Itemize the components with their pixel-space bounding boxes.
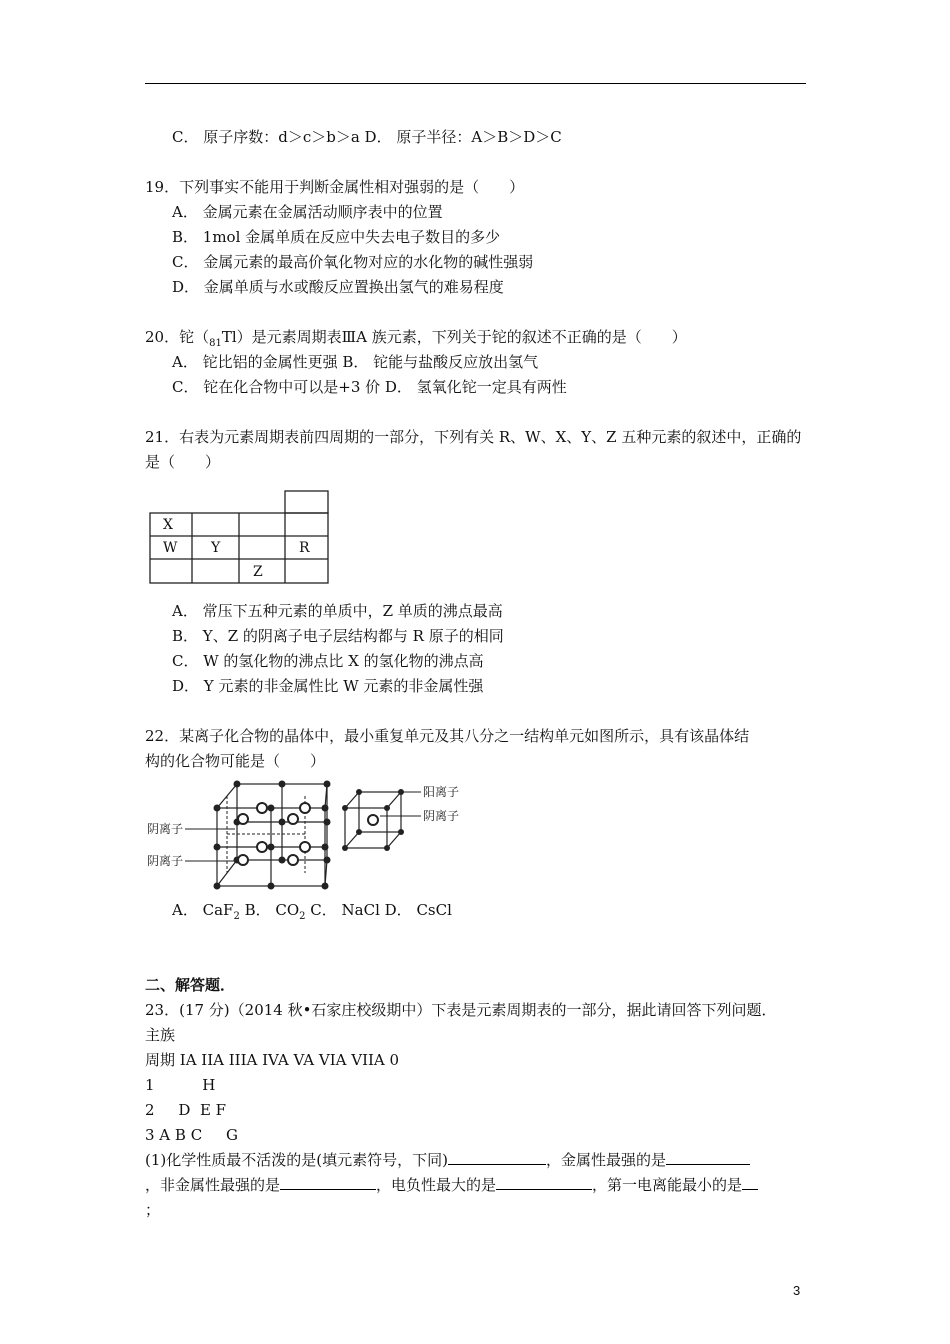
q23-row-3: 3 A B C G bbox=[145, 1126, 239, 1144]
page-number: 3 bbox=[793, 1283, 801, 1298]
q20-option-cd: C． 铊在化合物中可以是+3 价 D． 氢氧化铊一定具有两性 bbox=[172, 378, 567, 396]
q21-option-c: C． W 的氢化物的沸点比 X 的氢化物的沸点高 bbox=[172, 652, 484, 670]
answer-blank-4[interactable] bbox=[496, 1175, 592, 1190]
q22-options: A． CaF$_2$ B． $CO_2$ C． NaCl D． CsCl bbox=[172, 901, 452, 922]
q21-option-b: B． Y、Z 的阴离子电子层结构都与 R 原子的相同 bbox=[172, 627, 504, 645]
q21-option-d: D． Y 元素的非金属性比 W 元素的非金属性强 bbox=[172, 677, 484, 695]
q21-option-a: A． 常压下五种元素的单质中，Z 单质的沸点最高 bbox=[172, 602, 503, 620]
q20-stem: 20．铊$(_{81}Tl)$是元素周期表ⅢA 族元素，下列关于铊的叙述不正确的是（ ） bbox=[145, 328, 687, 349]
label-anion-bottom: 阴离子 bbox=[147, 854, 184, 868]
q19-option-d: D． 金属单质与水或酸反应置换出氢气的难易程度 bbox=[172, 278, 504, 296]
periodic-table-fragment bbox=[148, 489, 332, 587]
q21-stem-line1: 21．右表为元素周期表前四周期的一部分，下列有关 R、W、X、Y、Z 五种元素的叙述中，正确的 bbox=[145, 428, 802, 446]
answer-blank-3[interactable] bbox=[280, 1175, 376, 1190]
q20-option-ab: A． 铊比铝的金属性更强 B． 铊能与盐酸反应放出氢气 bbox=[172, 353, 539, 371]
section2-heading: 二、解答题． bbox=[145, 976, 236, 994]
answer-blank-1[interactable] bbox=[448, 1150, 546, 1165]
label-cation-right: 阳离子 bbox=[423, 785, 460, 799]
q23-stem: 23．(17 分)（2014 秋•石家庄校级期中）下表是元素周期表的一部分，据此请回答下列问题． bbox=[145, 1001, 777, 1019]
table-cell-r: R bbox=[299, 540, 310, 556]
q18-option-cd: C． 原子序数：d＞c＞b＞a D． 原子半径：A＞B＞D＞C bbox=[172, 128, 562, 146]
q22-stem-line2: 构的化合物可能是（ ） bbox=[145, 752, 326, 770]
q19-option-b: B． 1mol 金属单质在反应中失去电子数目的多少 bbox=[172, 228, 501, 246]
q23-row-zhuzu: 主族 bbox=[145, 1026, 176, 1044]
table-cell-x: X bbox=[163, 517, 173, 533]
label-anion-right: 阴离子 bbox=[423, 809, 460, 823]
q23-sub1-line2: ，非金属性最强的是 ，电负性最大的是 ，第一电离能最小的是 bbox=[145, 1175, 758, 1195]
q23-row-2: 2 D E F bbox=[145, 1101, 227, 1119]
q23-row-header: 周期 IA IIA IIIA IVA VA VIA VIIA 0 bbox=[145, 1051, 400, 1069]
table-cell-w: W bbox=[163, 540, 178, 556]
answer-blank-2[interactable] bbox=[666, 1150, 750, 1165]
q19-option-c: C． 金属元素的最高价氧化物对应的水化物的碱性强弱 bbox=[172, 253, 534, 271]
crystal-structure-figure bbox=[145, 778, 475, 890]
q23-sub1-line1: (1)化学性质最不活泼的是(填元素符号，下同) ，金属性最强的是 bbox=[145, 1150, 750, 1170]
q23-row-1: 1 H bbox=[145, 1076, 216, 1094]
answer-blank-5[interactable] bbox=[742, 1175, 758, 1190]
table-cell-y: Y bbox=[211, 540, 221, 556]
label-anion-top: 阴离子 bbox=[147, 822, 184, 836]
table-cell-z: Z bbox=[253, 564, 263, 580]
q23-sub1-line3: ； bbox=[145, 1201, 161, 1219]
q19-option-a: A． 金属元素在金属活动顺序表中的位置 bbox=[172, 203, 443, 221]
q19-stem: 19．下列事实不能用于判断金属性相对强弱的是（ ） bbox=[145, 178, 525, 196]
q22-stem-line1: 22．某离子化合物的晶体中，最小重复单元及其八分之一结构单元如图所示，具有该晶体结 bbox=[145, 727, 750, 745]
header-rule bbox=[145, 83, 806, 84]
q21-stem-line2: 是（ ） bbox=[145, 453, 221, 471]
